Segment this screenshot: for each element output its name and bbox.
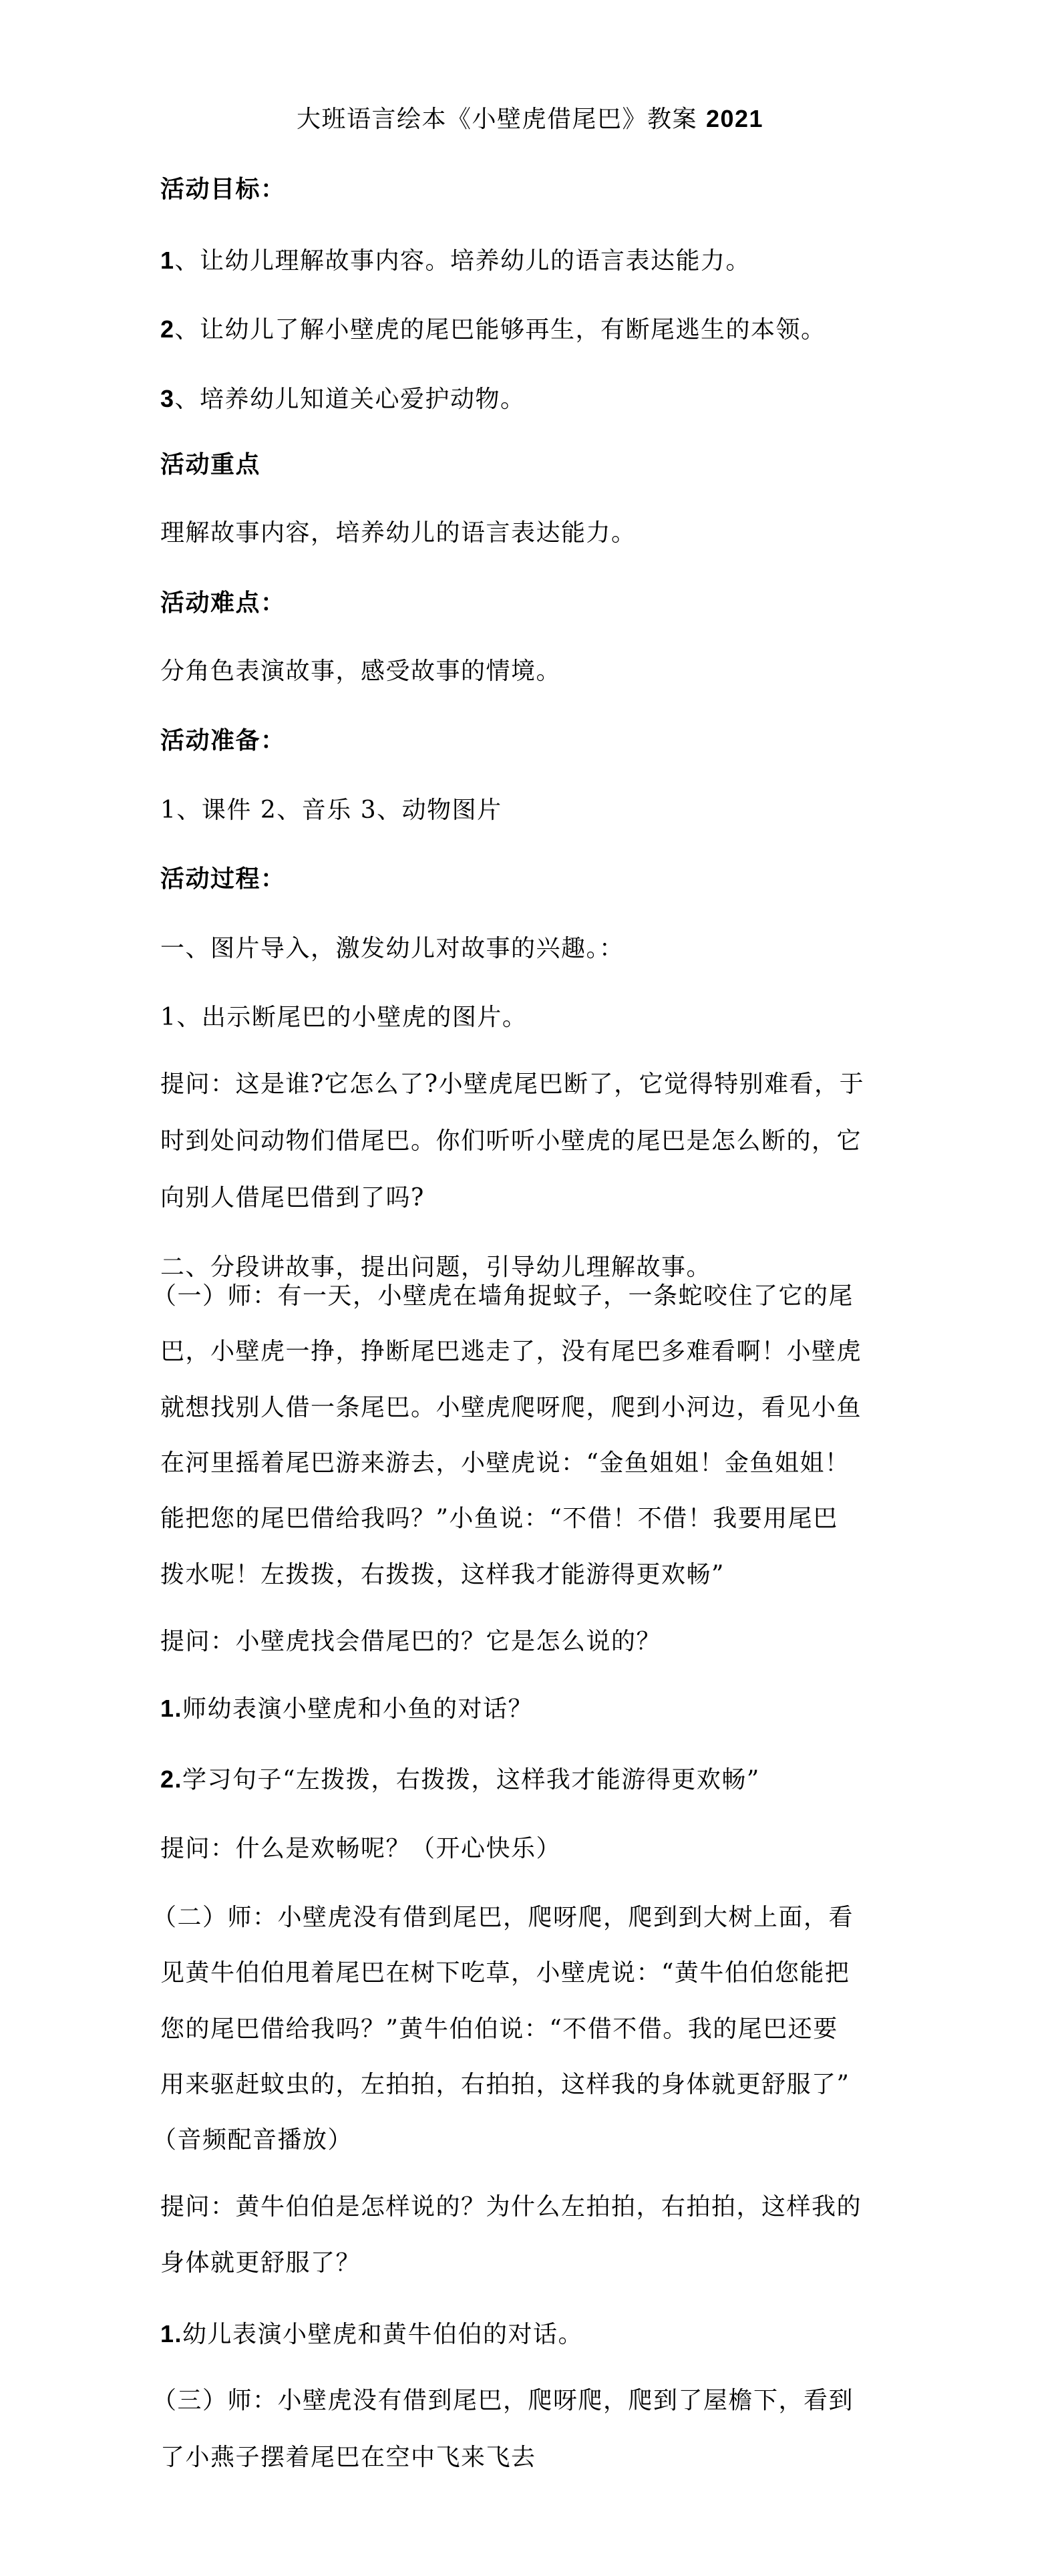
- preparation-heading: 活动准备：: [160, 726, 286, 754]
- story1-line: 就想找别人借一条尾巴。小壁虎爬呀爬，爬到小河边，看见小鱼: [160, 1394, 862, 1421]
- preparation-text: 1、课件 2、音乐 3、动物图片: [160, 797, 502, 824]
- part1-question-line: 提问：这是谁?它怎么了?小壁虎尾巴断了，它觉得特别难看，于: [160, 1070, 865, 1098]
- story1-line: 能把您的尾巴借给我吗？”小鱼说：“不借！不借！我要用尾巴: [160, 1505, 838, 1532]
- story2-line: 您的尾巴借给我吗？”黄牛伯伯说：“不借不借。我的尾巴还要: [160, 2015, 838, 2043]
- story2-line: 见黄牛伯伯甩着尾巴在树下吃草，小壁虎说：“黄牛伯伯您能把: [160, 1959, 850, 1987]
- question2: 提问：什么是欢畅呢？（开心快乐）: [160, 1835, 562, 1862]
- activity2: [160, 1765, 760, 1794]
- story1-line: （一）师：有一天，小壁虎在墙角捉蚊子，一条蛇咬住了它的尾: [152, 1282, 854, 1310]
- goals-heading: 活动目标：: [160, 175, 286, 203]
- story3-line: （三）师：小壁虎没有借到尾巴，爬呀爬，爬到了屋檐下，看到: [152, 2387, 854, 2414]
- story1-line: 拨水呢！左拨拨，右拨拨，这样我才能游得更欢畅”: [160, 1561, 725, 1588]
- goal-item-1: [160, 246, 751, 275]
- story1-line: 在河里摇着尾巴游来游去，小壁虎说：“金鱼姐姐！金鱼姐姐！: [160, 1449, 850, 1477]
- goal-number: 3: [160, 385, 175, 412]
- activity-text: 师幼表演小壁虎和小鱼的对话？: [182, 1695, 534, 1723]
- part1-question-line: 向别人借尾巴借到了吗?: [160, 1184, 425, 1211]
- goal-item-2: [160, 315, 826, 344]
- story1-line: 巴，小壁虎一挣，挣断尾巴逃走了，没有尾巴多难看啊！小壁虎: [160, 1338, 862, 1365]
- difficulty-text: 分角色表演故事，感受故事的情境。: [160, 658, 562, 685]
- document-title: [0, 104, 1060, 134]
- activity1: [160, 1694, 533, 1723]
- goal-number: 1: [160, 247, 175, 274]
- goal-text: 、培养幼儿知道关心爱护动物。: [174, 386, 526, 413]
- goal-text: 、让幼儿理解故事内容。培养幼儿的语言表达能力。: [174, 247, 751, 275]
- process-heading: 活动过程：: [160, 865, 286, 893]
- activity-text: 学习句子“左拨拨，右拨拨，这样我才能游得更欢畅”: [182, 1766, 760, 1794]
- story2-line: 用来驱赶蚊虫的，左拍拍，右拍拍，这样我的身体就更舒服了”: [160, 2071, 850, 2098]
- title-year: 2021: [705, 105, 764, 132]
- activity-text: 幼儿表演小壁虎和黄牛伯伯的对话。: [182, 2321, 584, 2348]
- difficulty-heading: 活动难点：: [160, 589, 286, 617]
- goal-number: 2: [160, 315, 175, 343]
- key-point-heading: 活动重点: [160, 450, 261, 478]
- story2-line: （二）师：小壁虎没有借到尾巴，爬呀爬，爬到到大树上面，看: [152, 1904, 854, 1931]
- key-point-text: 理解故事内容，培养幼儿的语言表达能力。: [160, 519, 637, 547]
- question3-line: 提问：黄牛伯伯是怎样说的？为什么左拍拍，右拍拍，这样我的: [160, 2193, 862, 2221]
- activity-number: 2.: [160, 1765, 183, 1793]
- question1: 提问：小壁虎找会借尾巴的？它是怎么说的？: [160, 1628, 662, 1655]
- activity3: [160, 2319, 583, 2349]
- title-text: 大班语言绘本《小壁虎借尾巴》教案: [296, 106, 697, 133]
- activity-number: 1.: [160, 2320, 183, 2347]
- part2-heading: 二、分段讲故事，提出问题，引导幼儿理解故事。: [160, 1254, 712, 1281]
- goal-text: 、让幼儿了解小壁虎的尾巴能够再生，有断尾逃生的本领。: [174, 316, 826, 343]
- part1-heading: 一、图片导入，激发幼儿对故事的兴趣。：: [160, 935, 625, 962]
- goal-item-3: [160, 384, 526, 414]
- story3-line: 了小燕子摆着尾巴在空中飞来飞去: [160, 2444, 536, 2471]
- part1-question-line: 时到处问动物们借尾巴。你们听听小壁虎的尾巴是怎么断的，它: [160, 1127, 862, 1155]
- story2-line: （音频配音播放）: [152, 2126, 353, 2154]
- question3-line: 身体就更舒服了？: [160, 2249, 361, 2277]
- activity-number: 1.: [160, 1695, 183, 1722]
- part1-step1: 1、出示断尾巴的小壁虎的图片。: [160, 1004, 528, 1031]
